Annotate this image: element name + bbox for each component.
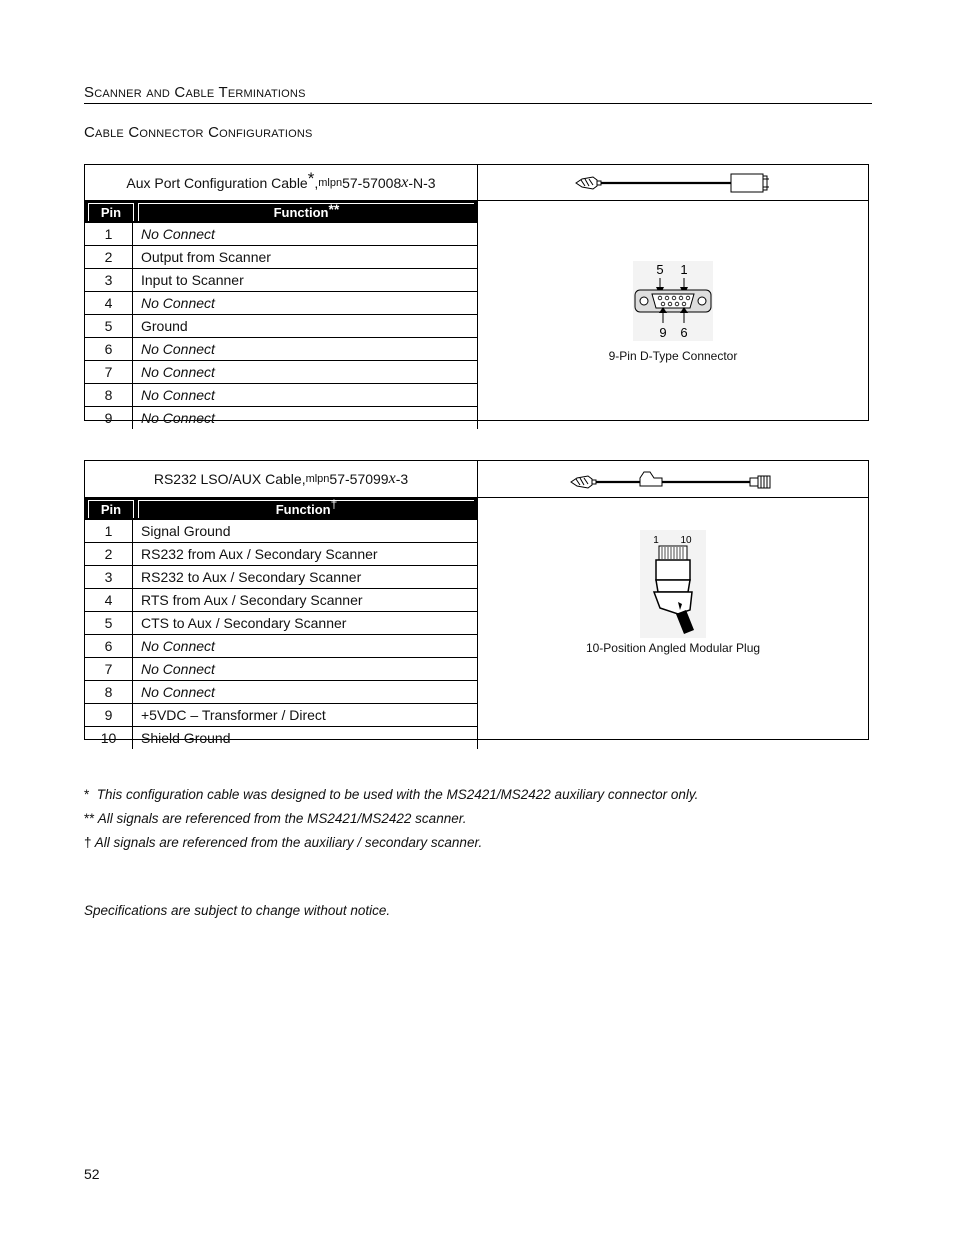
label-pin-5: 5 <box>656 262 664 277</box>
diagram-caption: 10-Position Angled Modular Plug <box>585 641 761 655</box>
table-row <box>85 223 477 245</box>
pin-number: 7 <box>85 361 133 383</box>
pin-number: 1 <box>85 223 133 245</box>
pin-function: Ground <box>141 318 188 334</box>
pin-function: Shield Ground <box>141 730 231 746</box>
table-row <box>85 406 477 429</box>
pin-function: Signal Ground <box>141 523 231 539</box>
cable-title: Aux Port Configuration Cable * , mlpn 57-57008 x -N-3 <box>85 165 478 200</box>
pin-function: +5VDC – Transformer / Direct <box>141 707 326 723</box>
pin-function: RS232 to Aux / Secondary Scanner <box>141 569 362 585</box>
pin-table-header <box>85 201 477 223</box>
header-pin: Pin <box>88 203 134 221</box>
modular-plug-icon <box>638 530 708 638</box>
pin-number: 1 <box>85 520 133 542</box>
pin-number: 8 <box>85 384 133 406</box>
pin-function: No Connect <box>141 387 215 403</box>
pin-function: CTS to Aux / Secondary Scanner <box>141 615 347 631</box>
footnote: ** All signals are referenced from the MS2421/MS2422 scanner. <box>84 811 467 826</box>
cable-icon <box>478 461 868 497</box>
pin-function: RS232 from Aux / Secondary Scanner <box>141 546 378 562</box>
table-row <box>85 245 477 268</box>
aux-cable-table <box>84 164 869 426</box>
pin-function: No Connect <box>141 341 215 357</box>
table-row <box>85 726 477 749</box>
table-row <box>85 268 477 291</box>
page-number: 52 <box>84 1166 100 1182</box>
pin-number: 3 <box>85 269 133 291</box>
table-row <box>85 657 477 680</box>
table-row <box>85 703 477 726</box>
header-function: Function † <box>138 500 474 518</box>
pin-number: 2 <box>85 543 133 565</box>
table-row <box>85 291 477 314</box>
table-row <box>85 383 477 406</box>
table-row <box>85 611 477 634</box>
pin-number: 6 <box>85 635 133 657</box>
pin-number: 9 <box>85 704 133 726</box>
label-pos-10: 10 <box>680 535 692 546</box>
pin-number: 9 <box>85 407 133 429</box>
cable-icon <box>478 165 868 200</box>
pin-number: 7 <box>85 658 133 680</box>
pin-number: 4 <box>85 589 133 611</box>
pin-number: 4 <box>85 292 133 314</box>
pin-function: No Connect <box>141 410 215 426</box>
rs232-cable-table <box>84 460 869 746</box>
section-title: Scanner and Cable Terminations <box>84 84 872 104</box>
pin-function: No Connect <box>141 364 215 380</box>
pin-rows <box>85 223 477 429</box>
footnote: † All signals are referenced from the auxiliary / secondary scanner. <box>84 835 483 850</box>
pin-table <box>85 201 478 429</box>
pin-number: 2 <box>85 246 133 268</box>
pin-number: 6 <box>85 338 133 360</box>
diagram-caption: 9-Pin D-Type Connector <box>608 349 738 363</box>
pin-function: RTS from Aux / Secondary Scanner <box>141 592 363 608</box>
label-pin-1: 1 <box>680 262 688 277</box>
footnote: * This configuration cable was designed to be used with the MS2421/MS2422 auxiliary connector only. <box>84 787 699 802</box>
pin-function: No Connect <box>141 661 215 677</box>
pin-number: 5 <box>85 612 133 634</box>
pin-function: No Connect <box>141 638 215 654</box>
table-row <box>85 360 477 383</box>
pin-function: No Connect <box>141 295 215 311</box>
connector-diagram <box>478 201 868 429</box>
label-pin-9: 9 <box>659 325 667 340</box>
pin-table-header <box>85 498 477 520</box>
pin-function: No Connect <box>141 684 215 700</box>
cable-title: RS232 LSO/AUX Cable , mlpn 57-57099 x -3 <box>85 461 478 497</box>
pin-function: Input to Scanner <box>141 272 244 288</box>
connector-diagram <box>478 498 868 749</box>
table-row <box>85 542 477 565</box>
header-pin: Pin <box>88 500 134 518</box>
label-pos-1: 1 <box>653 535 659 546</box>
table-row <box>85 314 477 337</box>
table-row <box>85 565 477 588</box>
table-row <box>85 634 477 657</box>
table-row <box>85 337 477 360</box>
table-row <box>85 520 477 542</box>
pin-number: 3 <box>85 566 133 588</box>
pin-number: 8 <box>85 681 133 703</box>
pin-rows <box>85 520 477 749</box>
label-pin-6: 6 <box>680 325 688 340</box>
pin-number: 5 <box>85 315 133 337</box>
pin-function: No Connect <box>141 226 215 242</box>
pin-number: 10 <box>85 727 133 749</box>
disclaimer: Specifications are subject to change without notice. <box>84 903 391 918</box>
db9-connector-icon <box>628 257 718 347</box>
table-row <box>85 588 477 611</box>
pin-function: Output from Scanner <box>141 249 271 265</box>
header-function: Function ** <box>138 203 474 221</box>
subsection-title: Cable Connector Configurations <box>84 124 313 141</box>
table-row <box>85 680 477 703</box>
pin-table <box>85 498 478 749</box>
